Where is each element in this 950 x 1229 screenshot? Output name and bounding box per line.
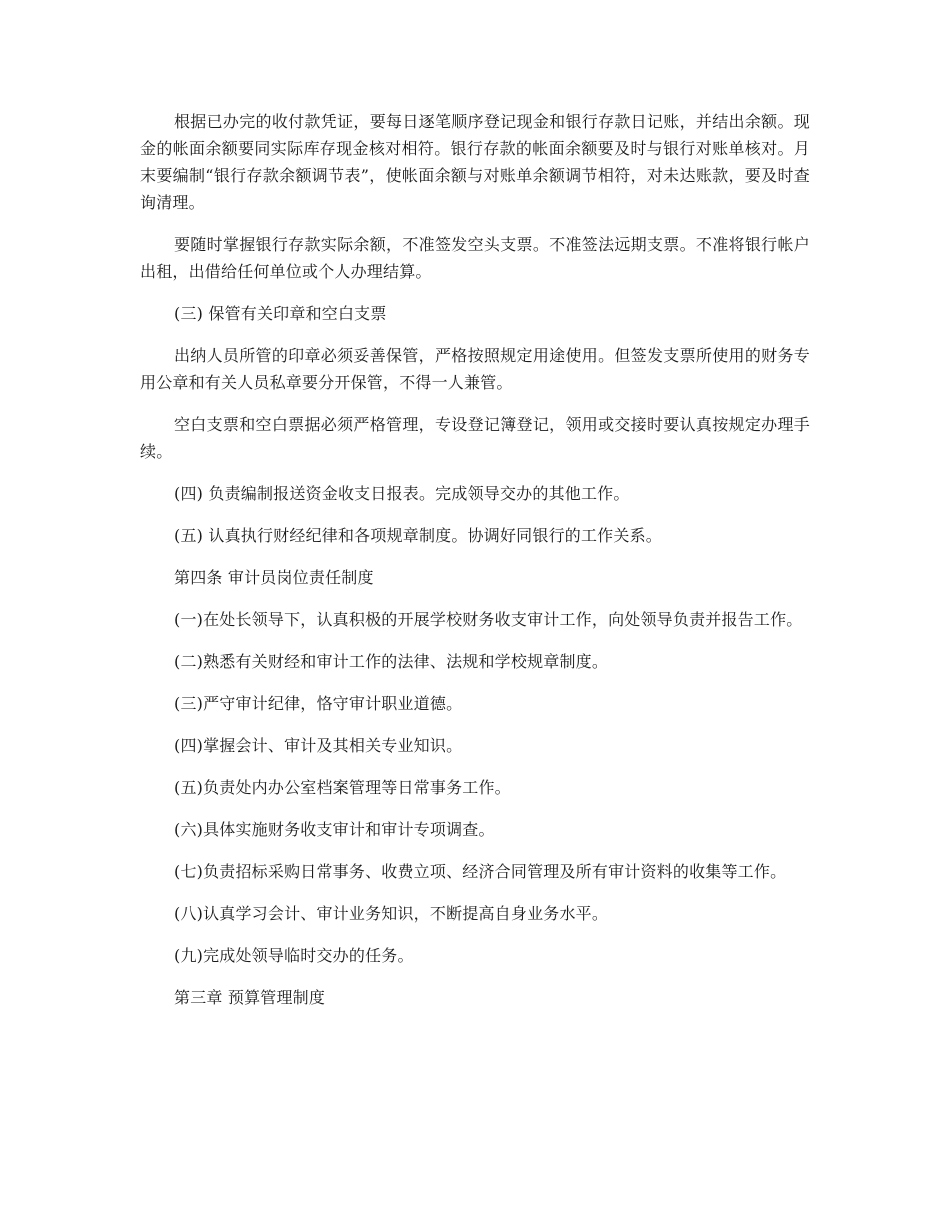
list-item: (八)认真学习会计、审计业务知识，不断提高自身业务水平。 bbox=[174, 904, 609, 923]
list-item: (三)严守审计纪律，恪守审计职业道德。 bbox=[174, 694, 463, 713]
list-item: (七)负责招标采购日常事务、收费立项、经济合同管理及所有审计资料的收集等工作。 bbox=[174, 862, 787, 881]
paragraph-blank-cheques: 空白支票和空白票据必须严格管理，专设登记簿登记，领用或交接时要认真按规定办理手续。 bbox=[140, 415, 810, 461]
article-heading-auditor: 第四条 审计员岗位责任制度 bbox=[174, 568, 374, 587]
document-body bbox=[140, 108, 810, 1026]
list-item: (六)具体实施财务收支审计和审计专项调查。 bbox=[174, 820, 495, 839]
list-item: (二)熟悉有关财经和审计工作的法律、法规和学校规章制度。 bbox=[174, 652, 609, 671]
paragraph-seals: 出纳人员所管的印章必须妥善保管，严格按照规定用途使用。但签发支票所使用的财务专用公章和有关人员私章要分开保管，不得一人兼管。 bbox=[140, 346, 810, 392]
paragraph-cash-ledger: 根据已办完的收付款凭证，要每日逐笔顺序登记现金和银行存款日记账，并结出余额。现金的帐面余额要同实际库存现金核对相符。银行存款的帐面余额要及时与银行对账单核对。月末要编制“银行存款余额调节表”，使帐面余额与对账单余额调节相符，对未达账款，要及时查询清理。 bbox=[140, 112, 810, 212]
section-heading-seals: (三) 保管有关印章和空白支票 bbox=[174, 304, 387, 323]
list-item-daily-report: (四) 负责编制报送资金收支日报表。完成领导交办的其他工作。 bbox=[174, 484, 630, 503]
list-item-discipline: (五) 认真执行财经纪律和各项规章制度。协调好同银行的工作关系。 bbox=[174, 526, 662, 545]
list-item: (九)完成处领导临时交办的任务。 bbox=[174, 946, 414, 965]
chapter-heading-budget: 第三章 预算管理制度 bbox=[174, 988, 326, 1007]
list-item: (四)掌握会计、审计及其相关专业知识。 bbox=[174, 736, 463, 755]
paragraph-bank-balance: 要随时掌握银行存款实际余额，不准签发空头支票。不准签法远期支票。不准将银行帐户出租，出借给任何单位或个人办理结算。 bbox=[140, 235, 810, 281]
list-item: (一)在处长领导下，认真积极的开展学校财务收支审计工作，向处领导负责并报告工作。 bbox=[174, 610, 803, 629]
list-item: (五)负责处内办公室档案管理等日常事务工作。 bbox=[174, 778, 511, 797]
